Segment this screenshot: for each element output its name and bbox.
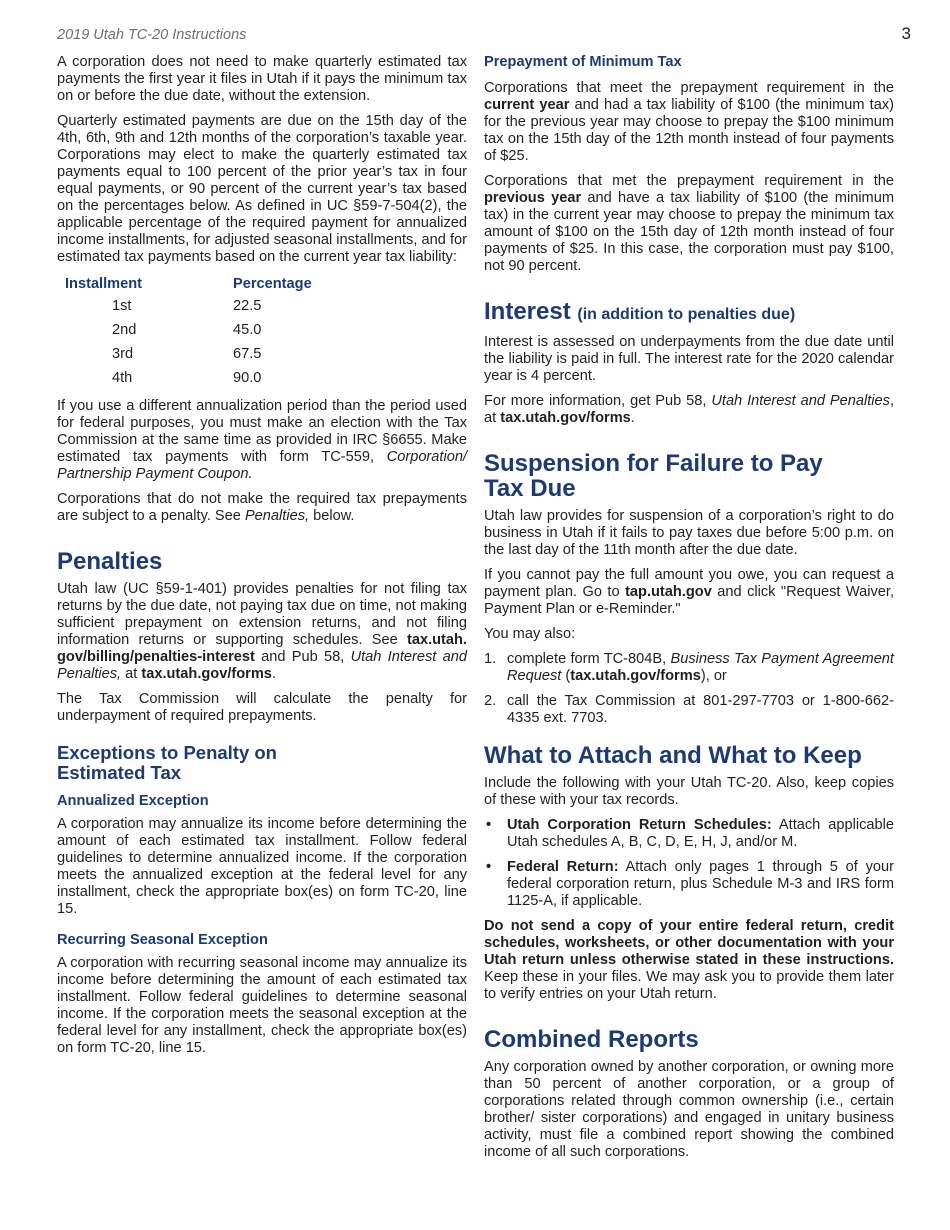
- percentage-cell: 22.5: [233, 298, 262, 314]
- paragraph: [484, 80, 894, 165]
- text-run: Keep these in your files. We may ask you to provide them later to verify entries on your Utah return.: [484, 969, 894, 1002]
- text-run: and have a tax liability of $100 (the minimum tax) in the current year may choose to prepay the minimum tax amount of $100 on the 15th day of 12th month instead of four payments of $25. In this case, the corporation must pay $100, not 90 percent.: [484, 190, 894, 274]
- paragraph: [484, 918, 894, 1003]
- list-item: [484, 817, 894, 851]
- heading-line: Exceptions to Penalty on: [57, 742, 277, 763]
- table-row: [57, 322, 312, 346]
- publication-title: Utah Interest and Penalties,: [57, 649, 467, 682]
- numbered-list: [484, 651, 894, 727]
- section-heading-penalties: Penalties: [57, 548, 163, 575]
- table-row: [57, 370, 312, 394]
- installment-table: [57, 275, 312, 394]
- table-row: [57, 346, 312, 370]
- bullet-icon: •: [486, 859, 492, 875]
- list-number: 1.: [484, 651, 497, 667]
- list-item: [484, 859, 894, 910]
- paragraph: [57, 581, 467, 683]
- text-run: and Pub 58,: [254, 649, 351, 665]
- percentage-cell: 45.0: [233, 322, 262, 338]
- text-run: Attach applicable Utah schedules A, B, C, D, E, H, J, and/or M.: [507, 817, 894, 850]
- text-run: Corporations that meet the prepayment requirement in the: [484, 80, 894, 96]
- left-column: [57, 54, 467, 1065]
- paragraph: [57, 398, 467, 483]
- text-run: Corporations that met the prepayment requirement in the: [484, 173, 894, 189]
- text-run: below.: [309, 508, 355, 524]
- form-title: Corporation/ Partnership Payment Coupon.: [57, 449, 467, 482]
- emphasis: previous year: [484, 190, 582, 206]
- heading-line: Suspension for Failure to Pay: [484, 450, 823, 477]
- paragraph: You may also:: [484, 626, 576, 642]
- running-header: 2019 Utah TC-20 Instructions: [57, 27, 247, 43]
- item-label: Utah Corporation Return Schedules:: [507, 817, 772, 833]
- text-run: ), or: [700, 668, 727, 684]
- form-title: Business Tax Payment Agreement Request: [507, 651, 894, 684]
- text-run: .: [271, 666, 276, 682]
- text-run: call the Tax Commission at 801-297-7703 or 1-800-662-4335 ext. 7703.: [507, 693, 894, 726]
- paragraph: The Tax Commission will calculate the penalty for underpayment of required prepayments.: [57, 691, 467, 724]
- subheading-annualized-exception: Annualized Exception: [57, 793, 209, 809]
- section-heading-attach: What to Attach and What to Keep: [484, 742, 862, 769]
- paragraph: Utah law provides for suspension of a corporation’s right to do business in Utah if it fails to pay taxes due before 5:00 p.m. on the last day of the 11th month after the due date.: [484, 508, 894, 558]
- subheading-seasonal-exception: Recurring Seasonal Exception: [57, 932, 268, 948]
- text-run: at: [121, 666, 142, 682]
- cross-reference: Penalties,: [244, 508, 310, 524]
- list-number: 2.: [484, 693, 497, 709]
- heading-text: Interest: [484, 298, 571, 325]
- paragraph: Include the following with your Utah TC-20. Also, keep copies of these with your tax records.: [484, 775, 894, 808]
- section-heading-combined: Combined Reports: [484, 1026, 699, 1053]
- paragraph: [484, 393, 894, 427]
- paragraph: [484, 567, 894, 618]
- installment-cell: 2nd: [112, 322, 137, 338]
- section-heading-exceptions: [57, 743, 467, 783]
- table-row: [57, 298, 312, 322]
- installment-cell: 4th: [112, 370, 133, 386]
- item-label: Federal Return:: [507, 859, 619, 875]
- heading-line: Tax Due: [484, 475, 576, 502]
- table-header-installment: Installment: [65, 275, 143, 292]
- paragraph: Quarterly estimated payments are due on the 15th day of the 4th, 6th, 9th and 12th months of the corporation’s taxable year. Corporations may elect to make the quarterly estimated tax payments equal to 100 percent of the prior year’s tax in four equal payments, or 90 percent of the current year’s tax based on the percentages below. As defined in UC §59-7-504(2), the applicable percentage of the required payment for annualized income installments, for adjusted seasonal installments, and for estimated tax payments based on the current year tax liability:: [57, 113, 467, 265]
- link-tax-forms[interactable]: tax.utah.gov/forms: [141, 666, 272, 682]
- paragraph: [57, 491, 467, 525]
- text-run: If you cannot pay the full amount you owe, you can request a payment plan. Go to: [484, 567, 894, 600]
- heading-line: Estimated Tax: [57, 762, 182, 783]
- link-penalties-interest[interactable]: tax.utah. gov/billing/penalties-interest: [57, 632, 467, 665]
- section-heading-suspension: [484, 451, 894, 501]
- bullet-list: [484, 817, 894, 910]
- paragraph: A corporation with recurring seasonal income may annualize its income before determining the amount of each estimated tax installment. Follow federal guidelines to determine seasonal income. If the corporation meets the seasonal exception at the federal level for any installment, check the appropriate box(es) on form TC-20, line 15.: [57, 955, 467, 1056]
- installment-cell: 3rd: [112, 346, 134, 362]
- list-item: [484, 693, 894, 727]
- link-tax-forms[interactable]: tax.utah.gov/forms: [500, 410, 631, 426]
- bullet-icon: •: [486, 817, 492, 833]
- paragraph: Interest is assessed on underpayments from the due date until the liability is paid in full. The interest rate for the 2020 calendar year is 4 percent.: [484, 334, 894, 384]
- page-number: 3: [901, 24, 911, 43]
- text-run: complete form TC-804B,: [507, 651, 671, 667]
- percentage-cell: 90.0: [233, 370, 262, 386]
- section-heading-interest: [484, 299, 894, 327]
- text-run: .: [630, 410, 635, 426]
- percentage-cell: 67.5: [233, 346, 262, 362]
- emphasis: current year: [484, 97, 570, 113]
- text-run: Corporations that do not make the required tax prepayments are subject to a penalty. See: [57, 491, 467, 524]
- paragraph: [484, 173, 894, 275]
- paragraph: Any corporation owned by another corporation, or owning more than 50 percent of another corporation, or a group of corporations related through common ownership (i.e., certain brother/ sister corporations) and engaged in unitary business activity, must file a combined report showing the combined income of all such corporations.: [484, 1059, 894, 1160]
- text-run: Attach only pages 1 through 5 of your federal corporation return, plus Schedule M-3 and IRS form 1125-A, if applicable.: [507, 859, 895, 909]
- publication-title: Utah Interest and Penalties: [711, 393, 890, 409]
- paragraph: A corporation does not need to make quarterly estimated tax payments the first year it files in Utah if it pays the minimum tax on or before the due date, without the extension.: [57, 54, 467, 104]
- text-run: (: [561, 668, 571, 684]
- text-run: , at: [484, 393, 894, 426]
- text-run: If you use a different annualization period than the period used for federal purposes, you must make an election with the Tax Commission at the same time as provided in IRC §6655. Make estimated tax payments with form TC-559,: [57, 398, 467, 465]
- emphasis: Do not send a copy of your entire federal return, credit schedules, worksheets, or other documentation with your Utah return unless otherwise stated in these instructions.: [484, 918, 894, 968]
- list-item: [484, 651, 894, 685]
- paragraph: A corporation may annualize its income before determining the amount of each estimated tax installment. Follow federal guidelines to determine annualized income. If the corporation meets the annualized exception at the federal level for any installment, check the appropriate box(es) on form TC-20, line 15.: [57, 816, 467, 917]
- link-tap[interactable]: tap.utah.gov: [625, 584, 712, 600]
- subheading-prepayment: Prepayment of Minimum Tax: [484, 54, 682, 70]
- text-run: Utah law (UC §59-1-401) provides penalties for not filing tax returns by the due date, not paying tax due on time, not making sufficient prepayment on extension returns, and not filing information returns or supporting schedules. See: [57, 581, 467, 648]
- heading-subtext: (in addition to penalties due): [577, 306, 796, 323]
- text-run: For more information, get Pub 58,: [484, 393, 712, 409]
- link-tax-forms[interactable]: tax.utah.gov/forms: [570, 668, 701, 684]
- right-column: [484, 54, 894, 1169]
- table-header-percentage: Percentage: [233, 275, 312, 292]
- installment-cell: 1st: [112, 298, 132, 314]
- text-run: and had a tax liability of $100 (the minimum tax) for the previous year may choose to prepay the $100 minimum tax on the 15th day of the 12th month instead of four payments of $25.: [484, 97, 894, 164]
- text-run: and click "Request Waiver, Payment Plan or e-Reminder.": [484, 584, 894, 617]
